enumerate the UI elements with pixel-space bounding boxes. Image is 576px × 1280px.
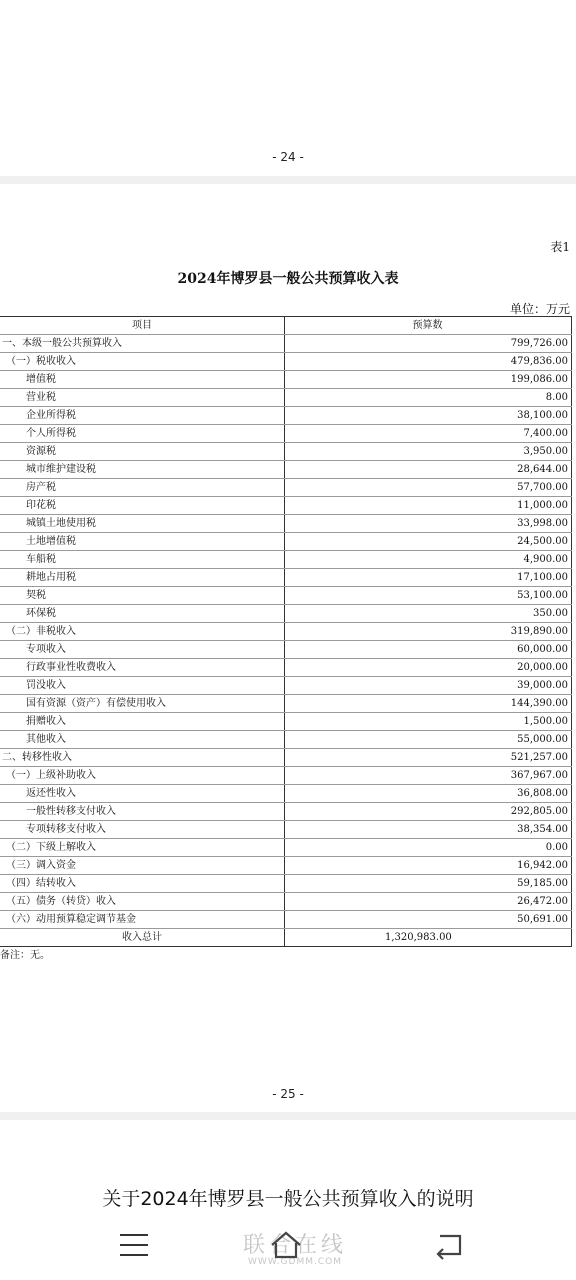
row-item-label: 增值税 — [0, 371, 285, 389]
table-row — [0, 407, 572, 425]
table-row — [0, 839, 572, 857]
back-icon[interactable] — [430, 1228, 470, 1262]
row-item-label: （六）动用预算稳定调节基金 — [0, 911, 285, 929]
navigation-bar — [0, 1212, 576, 1280]
row-item-value: 799,726.00 — [285, 335, 572, 353]
row-item-label: 城镇土地使用税 — [0, 515, 285, 533]
row-item-label: （一）税收收入 — [0, 353, 285, 371]
table-note: 备注：无。 — [0, 950, 50, 961]
row-item-value: 38,354.00 — [285, 821, 572, 839]
row-item-value: 26,472.00 — [285, 893, 572, 911]
table-row — [0, 911, 572, 929]
row-item-label: 企业所得税 — [0, 407, 285, 425]
row-item-value: 20,000.00 — [285, 659, 572, 677]
page-gap — [0, 1112, 576, 1120]
row-item-value: 39,000.00 — [285, 677, 572, 695]
row-item-value: 53,100.00 — [285, 587, 572, 605]
row-item-label: 专项收入 — [0, 641, 285, 659]
menu-icon[interactable] — [116, 1228, 156, 1262]
watermark-main: 联合在线 — [242, 1233, 347, 1258]
row-item-value: 1,500.00 — [285, 713, 572, 731]
table-row — [0, 767, 572, 785]
unit-label: 单位：万元 — [509, 302, 570, 316]
row-item-label: （三）调入资金 — [0, 857, 285, 875]
column-header-value: 预算数 — [285, 317, 572, 335]
row-item-label: 城市维护建设税 — [0, 461, 285, 479]
row-item-label: 土地增值税 — [0, 533, 285, 551]
row-item-value: 3,950.00 — [285, 443, 572, 461]
table-row — [0, 713, 572, 731]
row-item-label: 捐赠收入 — [0, 713, 285, 731]
table-header-row — [0, 317, 572, 335]
row-item-label: （一）上级补助收入 — [0, 767, 285, 785]
row-item-value: 59,185.00 — [285, 875, 572, 893]
table-row — [0, 803, 572, 821]
row-item-value: 36,808.00 — [285, 785, 572, 803]
row-item-label: 返还性收入 — [0, 785, 285, 803]
table-row — [0, 731, 572, 749]
table-row — [0, 677, 572, 695]
table-row — [0, 533, 572, 551]
table-row — [0, 749, 572, 767]
row-item-label: 一般性转移支付收入 — [0, 803, 285, 821]
table-row — [0, 623, 572, 641]
row-item-label: 二、转移性收入 — [0, 749, 285, 767]
total-row — [0, 929, 572, 947]
row-item-label: 营业税 — [0, 389, 285, 407]
row-item-value: 55,000.00 — [285, 731, 572, 749]
row-item-value: 57,700.00 — [285, 479, 572, 497]
row-item-value: 144,390.00 — [285, 695, 572, 713]
table-row — [0, 461, 572, 479]
watermark-sub: WWW.GDMM.COM — [248, 1257, 342, 1267]
row-item-value: 50,691.00 — [285, 911, 572, 929]
row-item-value: 367,967.00 — [285, 767, 572, 785]
table-row — [0, 785, 572, 803]
row-item-label: 行政事业性收费收入 — [0, 659, 285, 677]
table-row — [0, 353, 572, 371]
row-item-value: 0.00 — [285, 839, 572, 857]
row-item-label: 个人所得税 — [0, 425, 285, 443]
table-body — [0, 335, 572, 947]
page-number-24: - 24 - — [272, 150, 304, 164]
row-item-label: 房产税 — [0, 479, 285, 497]
row-item-label: （五）债务（转贷）收入 — [0, 893, 285, 911]
row-item-value: 33,998.00 — [285, 515, 572, 533]
row-item-value: 4,900.00 — [285, 551, 572, 569]
row-item-label: （二）下级上解收入 — [0, 839, 285, 857]
row-item-label: 罚没收入 — [0, 677, 285, 695]
table-row — [0, 641, 572, 659]
budget-table — [0, 316, 572, 947]
row-item-label: （二）非税收入 — [0, 623, 285, 641]
row-item-label: 专项转移支付收入 — [0, 821, 285, 839]
row-item-value: 7,400.00 — [285, 425, 572, 443]
row-item-value: 521,257.00 — [285, 749, 572, 767]
table-title: 2024年博罗县一般公共预算收入表 — [177, 271, 399, 287]
table-row — [0, 893, 572, 911]
table-row — [0, 425, 572, 443]
total-value: 1,320,983.00 — [285, 929, 572, 947]
row-item-value: 292,805.00 — [285, 803, 572, 821]
row-item-value: 16,942.00 — [285, 857, 572, 875]
row-item-label: 契税 — [0, 587, 285, 605]
table-row — [0, 497, 572, 515]
table-row — [0, 443, 572, 461]
table-row — [0, 695, 572, 713]
table-row — [0, 875, 572, 893]
row-item-value: 60,000.00 — [285, 641, 572, 659]
table-row — [0, 479, 572, 497]
row-item-value: 11,000.00 — [285, 497, 572, 515]
row-item-label: （四）结转收入 — [0, 875, 285, 893]
home-icon[interactable] — [266, 1228, 306, 1262]
table-row — [0, 659, 572, 677]
row-item-value: 350.00 — [285, 605, 572, 623]
table-row — [0, 335, 572, 353]
table-row — [0, 371, 572, 389]
row-item-label: 国有资源（资产）有偿使用收入 — [0, 695, 285, 713]
row-item-label: 资源税 — [0, 443, 285, 461]
row-item-label: 车船税 — [0, 551, 285, 569]
column-header-item: 项目 — [0, 317, 285, 335]
section-heading: 关于2024年博罗县一般公共预算收入的说明 — [102, 1188, 474, 1210]
table-row — [0, 569, 572, 587]
table-row — [0, 389, 572, 407]
page-number-25: - 25 - — [272, 1087, 304, 1101]
table-row — [0, 587, 572, 605]
table-row — [0, 857, 572, 875]
row-item-label: 耕地占用税 — [0, 569, 285, 587]
page-gap — [0, 176, 576, 184]
row-item-label: 其他收入 — [0, 731, 285, 749]
table-row — [0, 515, 572, 533]
row-item-value: 479,836.00 — [285, 353, 572, 371]
row-item-value: 24,500.00 — [285, 533, 572, 551]
row-item-value: 319,890.00 — [285, 623, 572, 641]
table-row — [0, 821, 572, 839]
row-item-label: 环保税 — [0, 605, 285, 623]
row-item-value: 199,086.00 — [285, 371, 572, 389]
row-item-label: 一、本级一般公共预算收入 — [0, 335, 285, 353]
row-item-value: 8.00 — [285, 389, 572, 407]
row-item-value: 38,100.00 — [285, 407, 572, 425]
row-item-value: 17,100.00 — [285, 569, 572, 587]
table-label: 表1 — [550, 240, 570, 254]
total-label: 收入总计 — [0, 929, 285, 947]
row-item-label: 印花税 — [0, 497, 285, 515]
table-row — [0, 605, 572, 623]
table-row — [0, 551, 572, 569]
row-item-value: 28,644.00 — [285, 461, 572, 479]
